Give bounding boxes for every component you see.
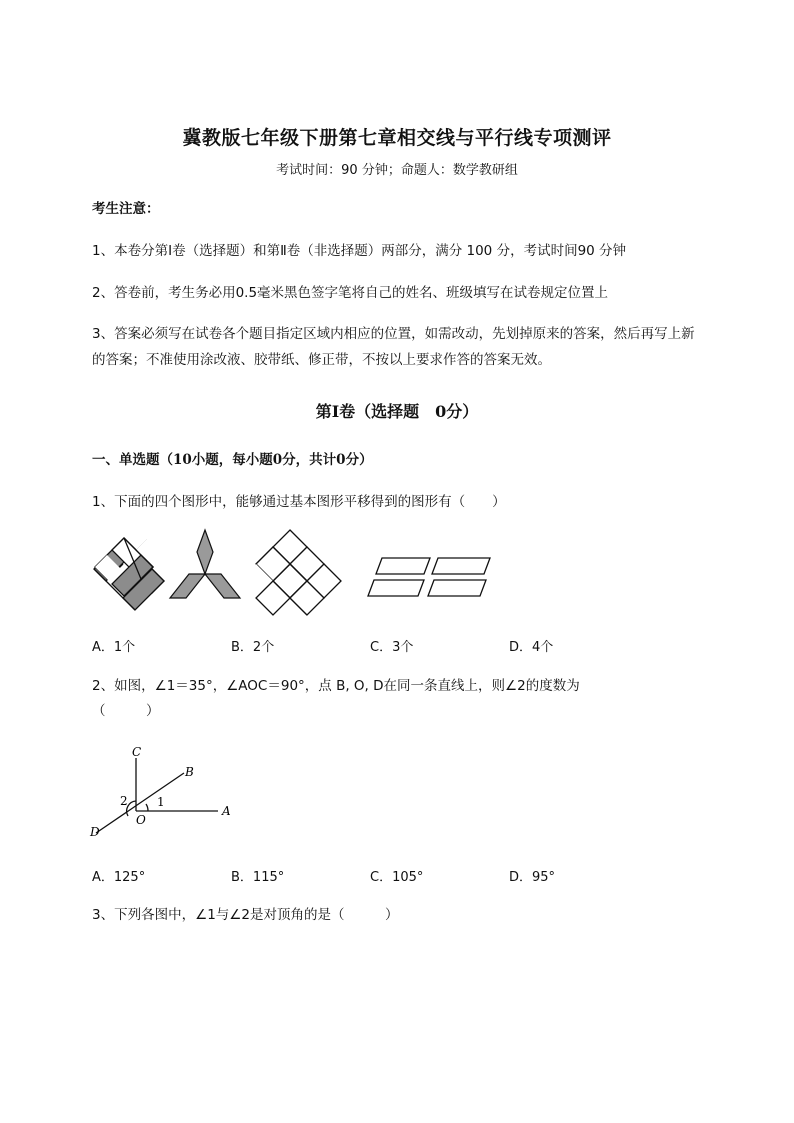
notice-item-3-line-1: 3、答案必须写在试卷各个题目指定区域内相应的位置，如需改动，先划掉原来的答案，然后再写上新 bbox=[92, 326, 695, 342]
q1-option-d[interactable]: D．4个 bbox=[509, 640, 554, 655]
label-d: D bbox=[90, 825, 100, 839]
page-title: 冀教版七年级下册第七章相交线与平行线专项测评 bbox=[182, 127, 612, 149]
label-angle-2: 2 bbox=[120, 794, 128, 808]
label-a: A bbox=[222, 804, 231, 818]
q1-figure-parallelograms bbox=[368, 558, 490, 596]
notice-item-3-line-2: 的答案；不准使用涂改液、胶带纸、修正带，不按以上要求作答的答案无效。 bbox=[92, 352, 551, 368]
part-heading: 一、单选题（10小题，每小题0分，共计0分） bbox=[92, 452, 373, 468]
notice-heading: 考生注意： bbox=[92, 201, 160, 217]
q1-option-c[interactable]: C．3个 bbox=[370, 640, 414, 655]
q2-option-a[interactable]: A．125° bbox=[92, 870, 146, 885]
angle-1-arc bbox=[146, 804, 148, 811]
section-title: 第Ⅰ卷（选择题 0分） bbox=[315, 402, 479, 421]
question-2-text: 2、如图，∠1＝35°，∠AOC＝90°，点 B, O, D在同一条直线上，则∠2的度数为 bbox=[92, 678, 580, 694]
q2-option-b[interactable]: B．115° bbox=[231, 870, 285, 885]
label-o: O bbox=[136, 813, 146, 827]
question-1-text: 1、下面的四个图形中，能够通过基本图形平移得到的图形有（ ） bbox=[92, 494, 506, 510]
q1-option-b[interactable]: B．2个 bbox=[231, 640, 275, 655]
q1-option-a[interactable]: A．1个 bbox=[92, 640, 136, 655]
notice-item-1: 1、本卷分第Ⅰ卷（选择题）和第Ⅱ卷（非选择题）两部分，满分 100 分，考试时间90 分钟 bbox=[92, 243, 627, 259]
q2-option-d[interactable]: D．95° bbox=[509, 870, 556, 885]
label-angle-1: 1 bbox=[157, 795, 165, 809]
page-subtitle: 考试时间：90 分钟；命题人：数学教研组 bbox=[276, 163, 518, 178]
label-b: B bbox=[185, 765, 194, 779]
q1-figure-row bbox=[90, 530, 500, 610]
question-2-text-line-2: （ ） bbox=[92, 703, 160, 719]
q1-figure-three-rhombi bbox=[170, 530, 240, 598]
notice-item-2: 2、答卷前，考生务必用0.5毫米黑色签字笔将自己的姓名、班级填写在试卷规定位置上 bbox=[92, 285, 609, 301]
q2-option-c[interactable]: C．105° bbox=[370, 870, 424, 885]
question-3-text: 3、下列各图中，∠1与∠2是对顶角的是（ ） bbox=[92, 907, 399, 923]
label-c: C bbox=[132, 745, 142, 759]
q2-angle-figure bbox=[88, 745, 238, 840]
q1-figure-cross-squares bbox=[239, 530, 341, 615]
